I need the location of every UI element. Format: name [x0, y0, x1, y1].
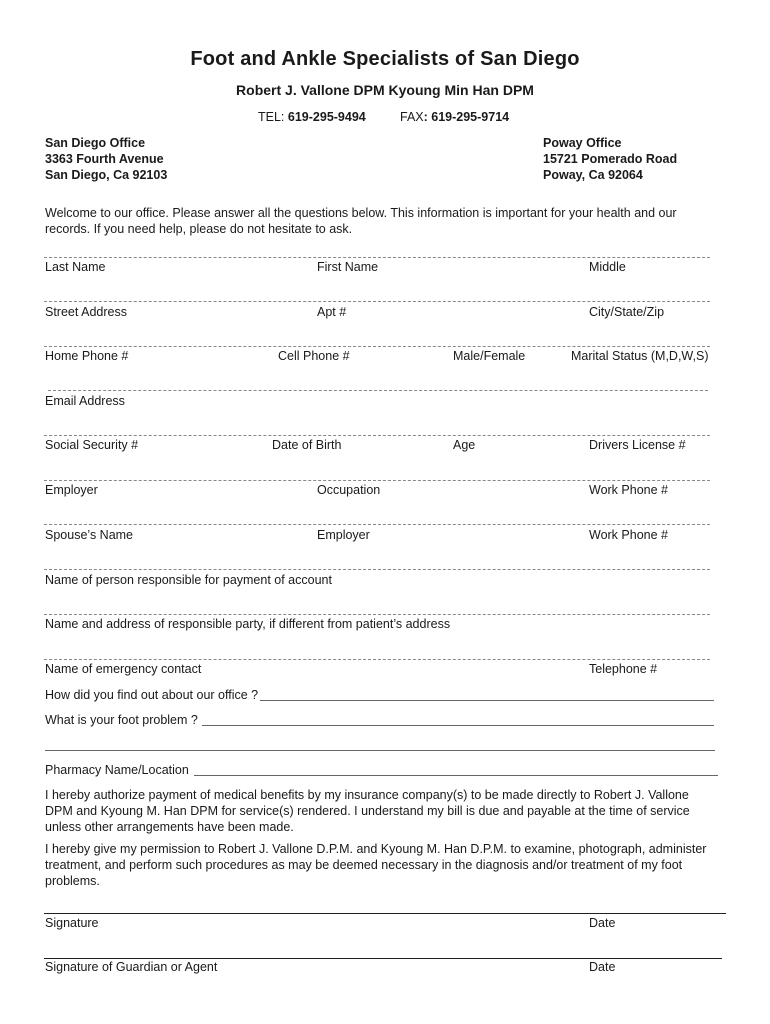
spouse-work-phone-label: Work Phone #: [589, 528, 668, 542]
field-line-email[interactable]: [48, 390, 708, 391]
guardian-signature-label: Signature of Guardian or Agent: [45, 960, 218, 974]
marital-status-label: Marital Status (M,D,W,S): [571, 349, 709, 363]
san-diego-office: [45, 135, 167, 183]
dob-label: Date of Birth: [272, 438, 342, 452]
apt-label: Apt #: [317, 305, 347, 319]
office-city: San Diego, Ca 92103: [45, 168, 168, 182]
poway-office: [543, 135, 677, 183]
page-title: Foot and Ankle Specialists of San Diego: [190, 48, 580, 70]
tel-label: TEL:: [258, 110, 285, 124]
office-name: San Diego Office: [45, 136, 146, 150]
fax-label: FAX: [400, 110, 424, 124]
how-found-label: How did you find out about our office ?: [45, 688, 259, 702]
foot-problem-input-continued[interactable]: [45, 738, 715, 751]
signature-line[interactable]: [44, 913, 726, 914]
permission-text: I hereby give my permission to Robert J. Vallone D.P.M. and Kyoung M. Han D.P.M. to examine, photograph, administer treatment, and perform such procedures as may be deemed necessary in the diagnosis and/or treatment of my foot problems.: [45, 842, 707, 888]
foot-problem-input[interactable]: [202, 713, 714, 726]
first-name-label: First Name: [317, 260, 379, 274]
authorization-text: I hereby authorize payment of medical benefits by my insurance company(s) to be made directly to Robert J. Vallone DPM and Kyoung M. Han DPM for service(s) rendered. I understand my bill is due and payable at the time of service unless other arrangements have been made.: [45, 788, 690, 834]
pharmacy-label: Pharmacy Name/Location: [45, 763, 189, 777]
field-line-responsible-address[interactable]: [44, 614, 710, 615]
last-name-label: Last Name: [45, 260, 106, 274]
field-line-name[interactable]: [44, 257, 710, 258]
spouse-employer-label: Employer: [317, 528, 370, 542]
occupation-label: Occupation: [317, 483, 381, 497]
age-label: Age: [453, 438, 476, 452]
home-phone-label: Home Phone #: [45, 349, 129, 363]
email-label: Email Address: [45, 394, 125, 408]
responsible-address-label: Name and address of responsible party, if different from patient’s address: [45, 617, 451, 631]
drivers-license-label: Drivers License #: [589, 438, 686, 452]
city-state-zip-label: City/State/Zip: [589, 305, 665, 319]
tel-number: 619-295-9494: [287, 110, 366, 124]
field-line-responsible[interactable]: [44, 569, 710, 570]
male-female-label: Male/Female: [453, 349, 526, 363]
office-city: Poway, Ca 92064: [543, 168, 643, 182]
street-address-label: Street Address: [45, 305, 127, 319]
work-phone-label: Work Phone #: [589, 483, 668, 497]
ssn-label: Social Security #: [45, 438, 139, 452]
pharmacy-input[interactable]: [194, 763, 718, 776]
responsible-person-label: Name of person responsible for payment of account: [45, 573, 332, 587]
foot-problem-label: What is your foot problem ?: [45, 713, 198, 727]
guardian-date-label: Date: [589, 960, 616, 974]
tel-line: [258, 110, 366, 124]
field-line-phone[interactable]: [44, 346, 710, 347]
spouse-name-label: Spouse’s Name: [45, 528, 134, 542]
doctors-line: Robert J. Vallone DPM Kyoung Min Han DPM: [236, 82, 534, 98]
cell-phone-label: Cell Phone #: [278, 349, 350, 363]
fax-line: [400, 110, 509, 124]
employer-label: Employer: [45, 483, 98, 497]
office-name: Poway Office: [543, 136, 622, 150]
field-line-emergency[interactable]: [44, 659, 710, 660]
field-line-ssn[interactable]: [44, 435, 710, 436]
middle-label: Middle: [589, 260, 626, 274]
office-street: 15721 Pomerado Road: [543, 152, 678, 166]
emergency-contact-label: Name of emergency contact: [45, 662, 202, 676]
field-line-address[interactable]: [44, 301, 710, 302]
how-found-input[interactable]: [260, 688, 714, 701]
fax-number: : 619-295-9714: [423, 110, 510, 124]
office-street: 3363 Fourth Avenue: [45, 152, 164, 166]
intro-text: Welcome to our office. Please answer all the questions below. This information is important for your health and our records. If you need help, please do not hesitate to ask.: [45, 206, 677, 236]
signature-label: Signature: [45, 916, 99, 930]
field-line-employer[interactable]: [44, 480, 710, 481]
date-label: Date: [589, 916, 616, 930]
emergency-phone-label: Telephone #: [589, 662, 658, 676]
guardian-signature-line[interactable]: [44, 958, 722, 959]
field-line-spouse[interactable]: [44, 524, 710, 525]
